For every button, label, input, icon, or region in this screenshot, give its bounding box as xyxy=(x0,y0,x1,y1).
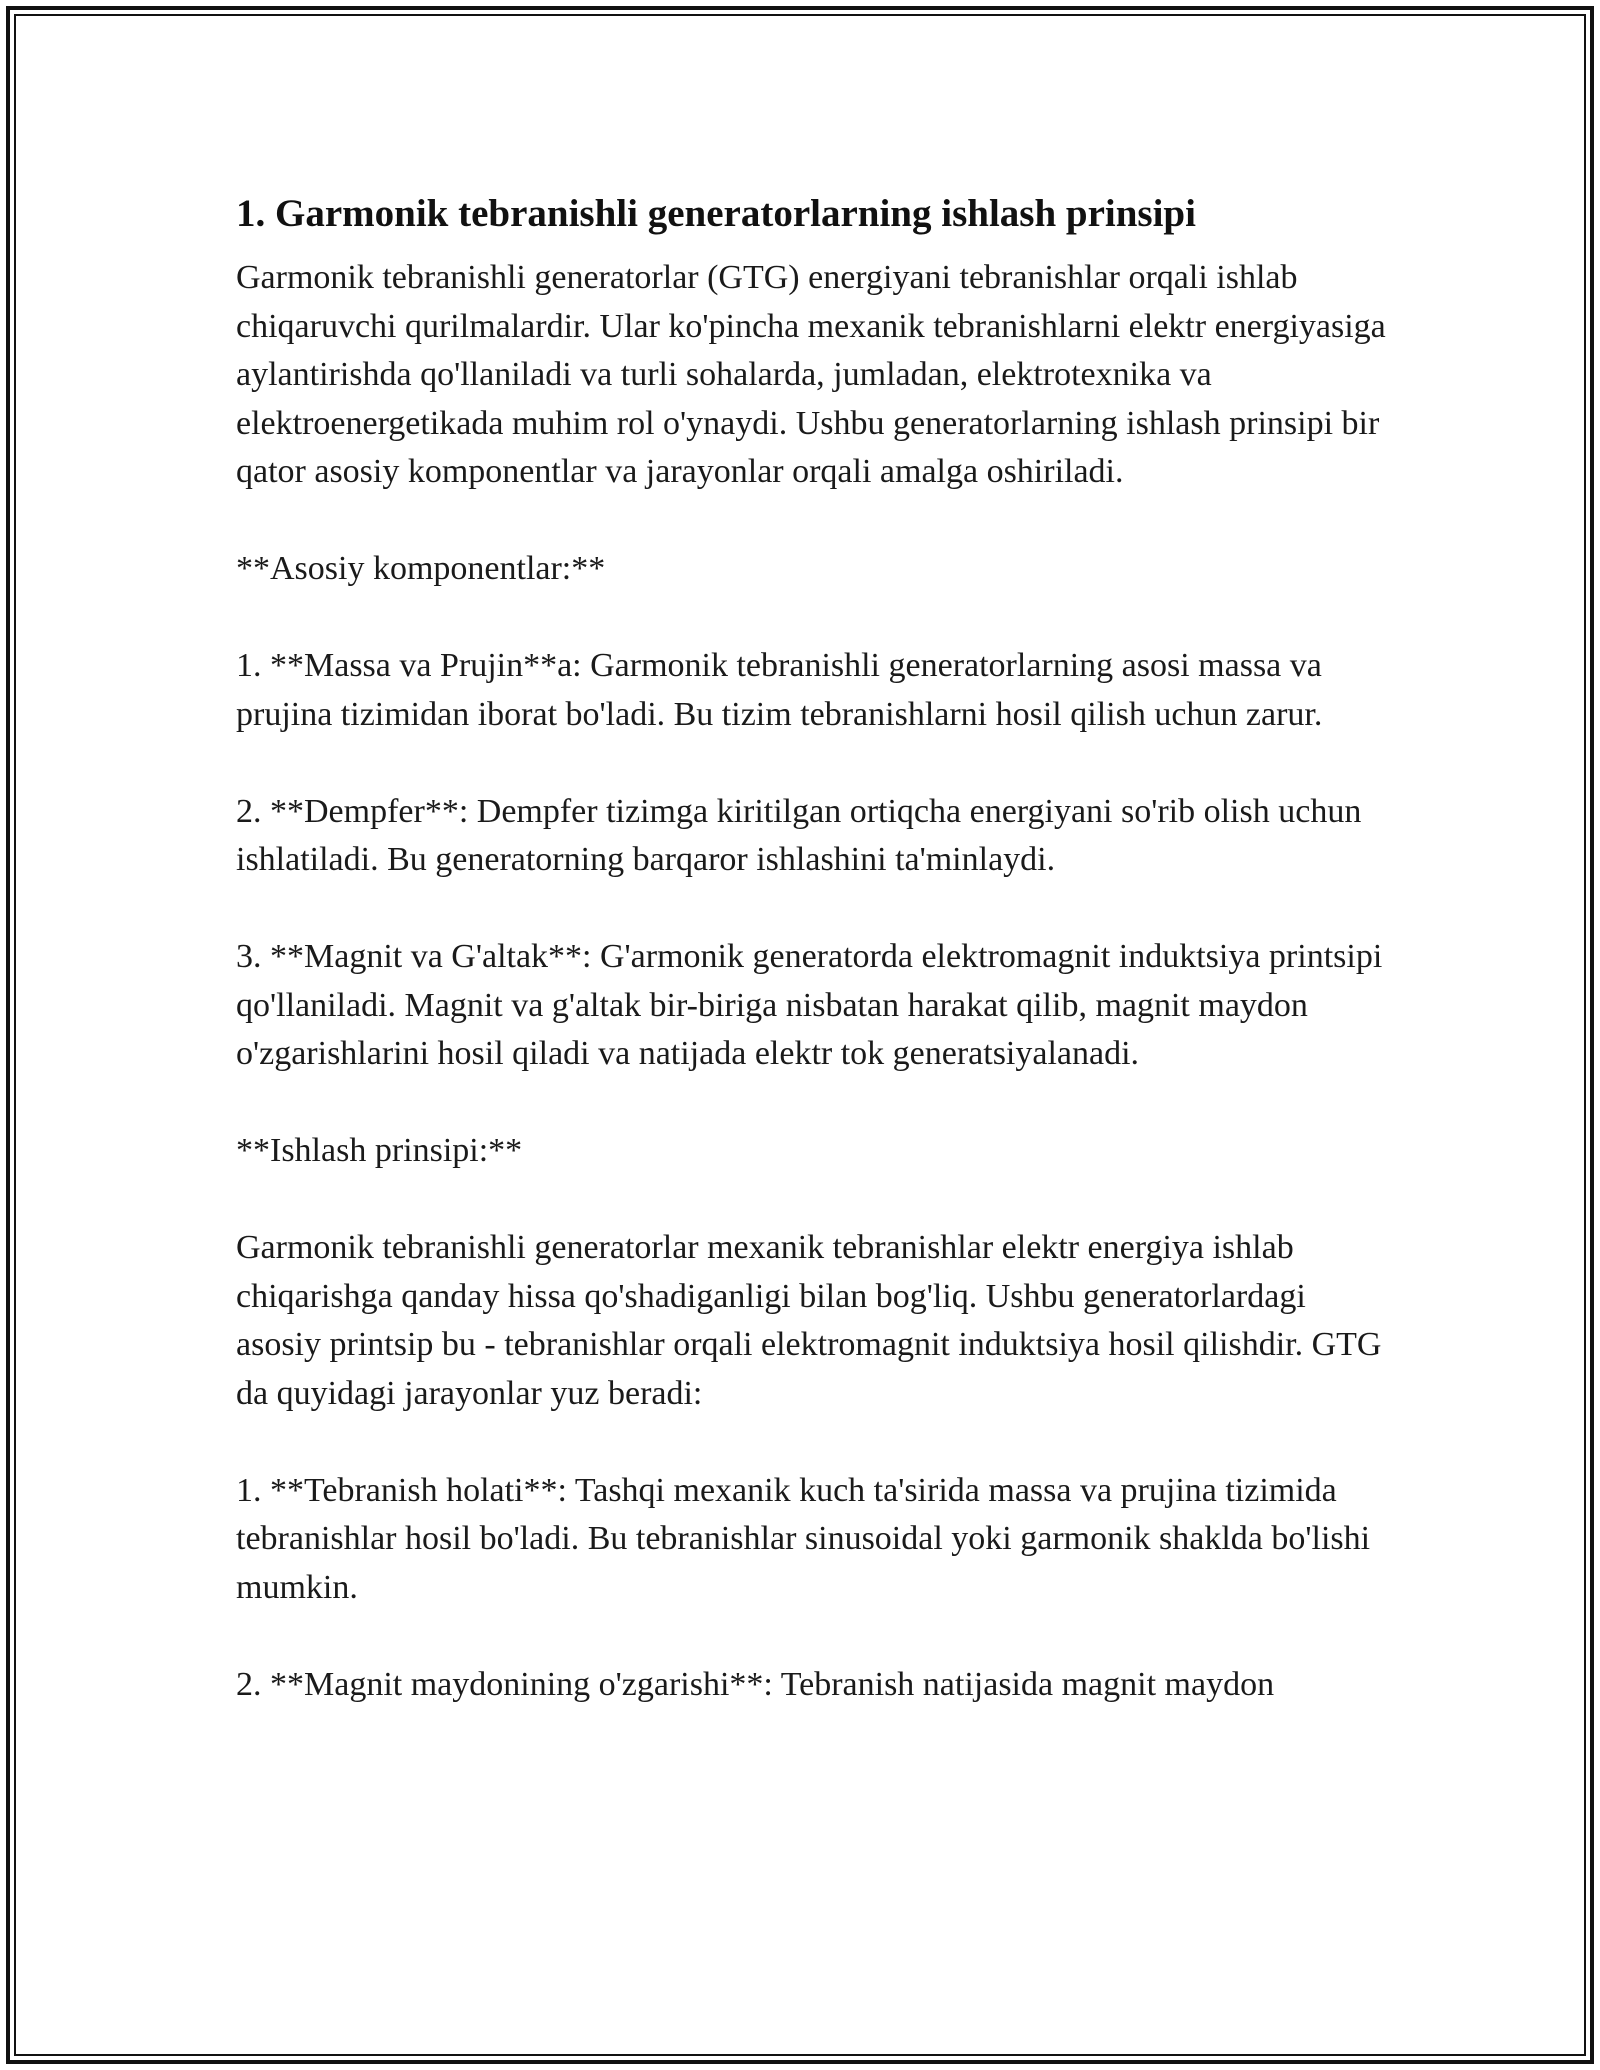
document-title: 1. Garmonik tebranishli generatorlarning ishlash prinsipi xyxy=(236,192,1196,235)
heading-main-components: **Asosiy komponentlar:** xyxy=(236,550,606,587)
list-item-magnetic-field-change: 2. **Magnit maydonining o'zgarishi**: Tebranish natijasida magnit maydon xyxy=(236,1665,1275,1703)
list-item-damper: 2. **Dempfer**: Dempfer tizimga kiritilgan ortiqcha energiyani so'rib olish uchun ishlatiladi. Bu generatorning barqaror ishlashini ta'minlaydi. xyxy=(236,792,1362,878)
document-body xyxy=(236,186,1386,1709)
list-item-mass-spring: 1. **Massa va Prujin**a: Garmonik tebranishli generatorlarning asosi massa va prujina tizimidan iborat bo'ladi. Bu tizim tebranishlarni hosil qilish uchun zarur. xyxy=(236,647,1323,733)
list-item-magnet-coil: 3. **Magnit va G'altak**: G'armonik generatorda elektromagnit induktsiya printsipi qo'llaniladi. Magnit va g'altak bir-biriga nisbatan harakat qilib, magnit maydon o'zgarishlarini hosil qiladi va natijada elektr tok generatsiyalanadi. xyxy=(236,938,1383,1072)
list-item-oscillation-state: 1. **Tebranish holati**: Tashqi mexanik kuch ta'sirida massa va prujina tizimida tebranishlar hosil bo'ladi. Bu tebranishlar sinusoidal yoki garmonik shaklda bo'lishi mumkin. xyxy=(236,1471,1371,1606)
paragraph-intro: Garmonik tebranishli generatorlar (GTG) energiyani tebranishlar orqali ishlab chiqaruvchi qurilmalardir. Ular ko'pincha mexanik tebranishlarni elektr energiyasiga aylantirishda qo'llaniladi va turli sohalarda, jumladan, elektrotexnika va elektroenergetikada muhim rol o'ynaydi. Ushbu generatorlarning ishlash prinsipi bir qator asosiy komponentlar va jarayonlar orqali amalga oshiriladi. xyxy=(236,259,1386,490)
heading-working-principle: **Ishlash prinsipi:** xyxy=(236,1132,523,1169)
paragraph-principle: Garmonik tebranishli generatorlar mexanik tebranishlar elektr energiya ishlab chiqarishga qanday hissa qo'shadiganligi bilan bog'liq. Ushbu generatorlardagi asosiy printsip bu - tebranishlar orqali elektromagnit induktsiya hosil qilishdir. GTG da quyidagi jarayonlar yuz beradi: xyxy=(236,1229,1382,1412)
